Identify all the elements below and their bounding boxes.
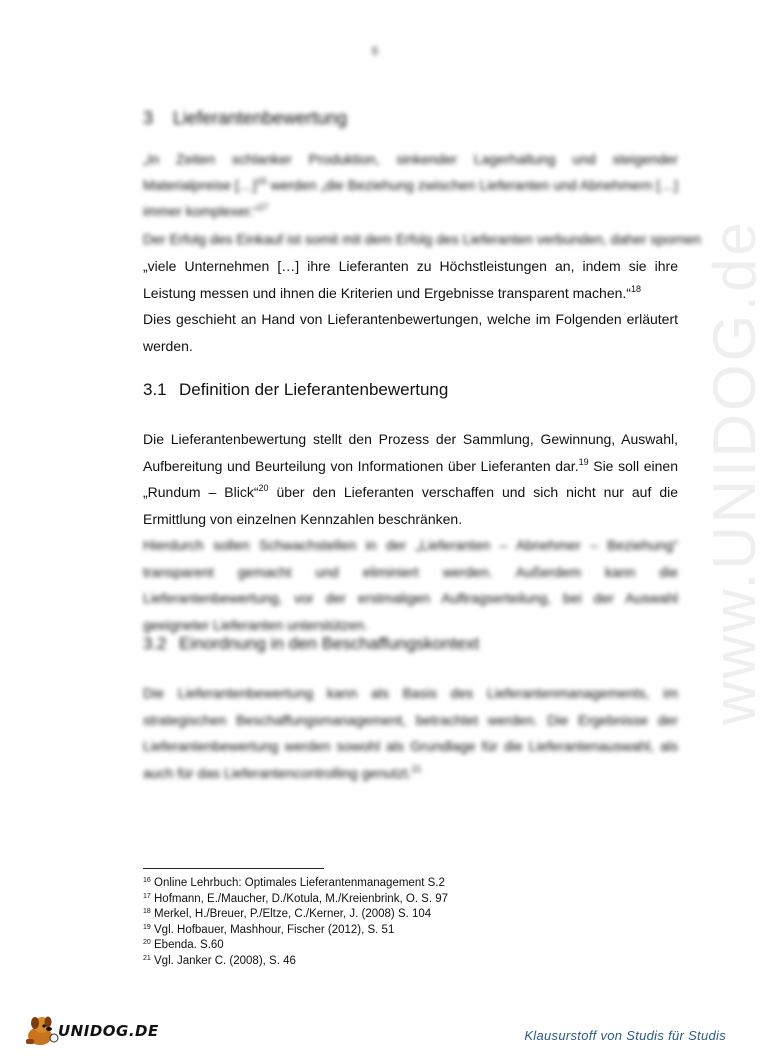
footnote (143, 938, 448, 954)
section-number: 3 (143, 108, 154, 128)
footnote-ref: 17 (258, 202, 269, 212)
quote-text: werden „die Beziehung zwischen Lieferanten und Abnehmern […] immer komplexer.“ (143, 177, 679, 219)
footnote-ref: 21 (411, 763, 422, 774)
paragraph-text: Dies geschieht an Hand von Lieferantenbewertungen, welche im Folgenden erläutert werden. (143, 311, 678, 354)
definition-paragraph (143, 426, 678, 532)
footnote (143, 892, 448, 908)
footnote-text: Vgl. Janker C. (2008), S. 46 (154, 954, 296, 967)
quote-text: „viele Unternehmen […] ihre Lieferanten zu Höchstleistungen an, indem sie ihre Leistung messen und ihnen die Kriterien und Ergebnisse transparent machen.“ (143, 258, 678, 301)
footnote-ref: 20 (258, 483, 269, 493)
section-title: Einordnung in den Beschaffungskontext (179, 634, 480, 653)
definition-blurred-paragraph: Hierdurch sollen Schwachstellen in der „Lieferanten – Abnehmer – Beziehung“ transparent gemacht und eliminiert werden. Außerdem kann die Lieferantenbewertung, vor der erstmaligen Auftragserteilung, bei der Auswahl geeigneter Lieferanten unterstützen. (143, 537, 678, 633)
footnote-text: Vgl. Hofbauer, Mashhour, Fischer (2012), S. 51 (154, 923, 395, 936)
footnote-separator (143, 868, 324, 869)
paragraph-text: Sie soll einen „Rundum – Blick“ (143, 457, 678, 500)
footnote (143, 907, 448, 923)
watermark: www.UNIDOG.de (701, 219, 768, 725)
footnote-text: Ebenda. S.60 (154, 939, 224, 951)
footnotes (143, 876, 448, 969)
dog-mascot-icon (22, 1014, 62, 1048)
intro-quote-paragraph (143, 146, 678, 224)
section-number: 3.2 (143, 634, 167, 653)
footnote-text: Online Lehrbuch: Optimales Lieferantenmanagement S.2 (154, 877, 445, 889)
footnote-number: 19 (143, 923, 151, 931)
footnote-number: 18 (143, 908, 151, 915)
footnote-number: 17 (143, 892, 151, 900)
paragraph-text: Die Lieferantenbewertung stellt den Prozess der Sammlung, Gewinnung, Auswahl, Aufbereitung und Beurteilung von Informationen über Lieferanten dar. (143, 431, 678, 474)
section-title: Lieferantenbewertung (173, 108, 348, 128)
footnote-ref: 16 (256, 176, 267, 186)
footnote (143, 954, 448, 970)
footnote (143, 923, 448, 939)
page-number: 6 (371, 44, 379, 58)
section-3-heading (143, 108, 347, 129)
unidog-logo[interactable] (22, 1014, 159, 1048)
logo-text: UNIDOG.DE (58, 1022, 159, 1040)
footnote-number: 16 (143, 877, 151, 884)
section-title: Definition der Lieferantenbewertung (179, 380, 449, 399)
footer-tagline: Klausurstoff von Studis für Studis (524, 1028, 726, 1043)
quote-text: „In Zeiten schlanker Produktion, sinkender Lagerhaltung und steigender Materialpreise […] (143, 151, 678, 193)
footnote (143, 876, 448, 892)
footnote-number: 20 (143, 939, 151, 946)
paragraph-text: Die Lieferantenbewertung kann als Basis des Lieferantenmanagements, im strategischen Beschaffungsmanagement, betrachtet werden. Die Ergebnisse der Lieferantenbewertung werden sowohl als Grundlage für die Lieferantenauswahl, als auch für das Lieferantencontrolling genutzt. (143, 685, 678, 781)
section-3-1-heading (143, 380, 448, 400)
paragraph-text: über den Lieferanten verschaffen und sich nicht nur auf die Ermittlung von einzelnen Kennzahlen beschränken. (143, 484, 678, 527)
footnote-ref: 19 (578, 456, 589, 467)
section-3-2-heading (143, 634, 479, 654)
context-paragraph (143, 680, 678, 786)
section-number: 3.1 (143, 380, 167, 399)
footnote-number: 21 (143, 954, 151, 962)
footnote-text: Hofmann, E./Maucher, D./Kotula, M./Kreienbrink, O. S. 97 (154, 892, 449, 905)
intro-paragraph (143, 253, 678, 359)
footnote-ref: 18 (630, 283, 641, 294)
blurred-line: Der Erfolg des Einkauf ist somit mit dem Erfolg des Lieferanten verbunden, daher spornen (143, 231, 701, 247)
footnote-text: Merkel, H./Breuer, P./Eltze, C./Kerner, J. (2008) S. 104 (154, 908, 432, 920)
